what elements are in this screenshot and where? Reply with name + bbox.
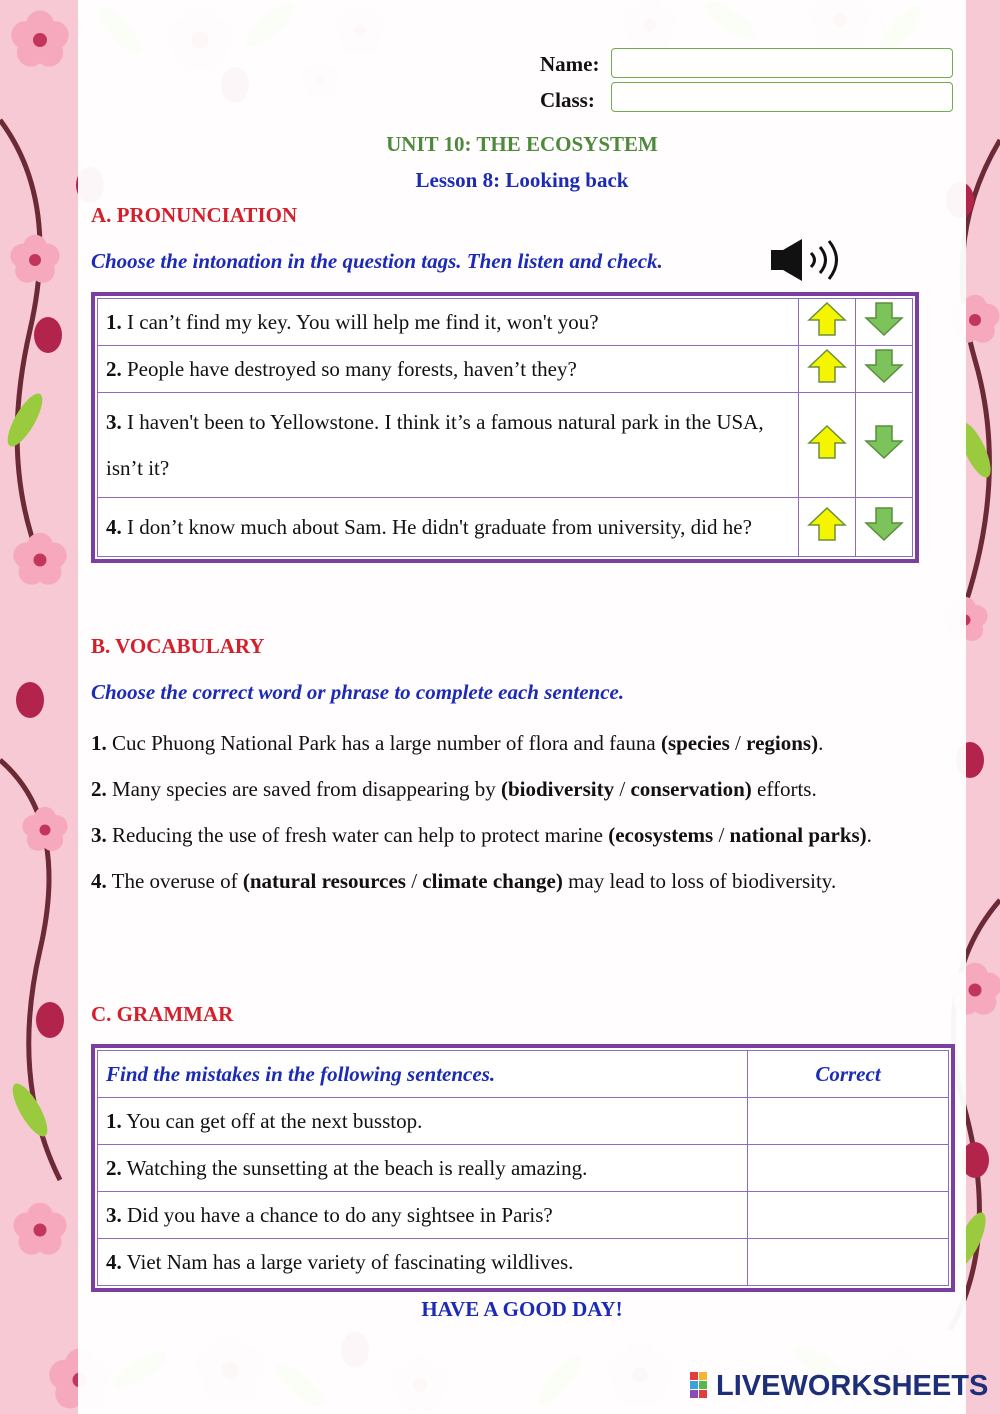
pronunciation-question <box>98 346 799 393</box>
vocab-option-2[interactable]: climate change) <box>422 869 563 893</box>
class-label: Class: <box>540 88 595 112</box>
up-cell <box>799 393 856 498</box>
vocab-separator: / <box>405 869 423 893</box>
pronunciation-row <box>98 393 913 498</box>
grammar-answer-cell <box>748 1192 949 1239</box>
vocabulary-item <box>91 720 953 766</box>
grammar-text: Watching the sunsetting at the beach is really amazing. <box>121 1155 588 1180</box>
class-field[interactable] <box>611 82 953 112</box>
vocab-option-2[interactable]: regions) <box>746 731 819 755</box>
grammar-sentence <box>98 1145 748 1192</box>
vocab-number: 2. <box>91 777 107 801</box>
pronunciation-question <box>98 498 799 557</box>
vocab-text-before: Cuc Phuong National Park has a large number of flora and fauna <box>106 731 661 755</box>
pronunciation-table <box>91 292 919 563</box>
vocab-separator: / <box>614 777 631 801</box>
rising-arrow-icon[interactable] <box>807 506 847 542</box>
vocab-option-2[interactable]: conservation) <box>630 777 752 801</box>
vocab-text-after: may lead to loss of biodiversity. <box>562 869 837 893</box>
vocab-separator: / <box>713 823 730 847</box>
grammar-number: 1. <box>106 1108 122 1133</box>
grammar-col-instruction: Find the mistakes in the following sentences. <box>98 1051 748 1098</box>
grammar-answer-cell <box>748 1098 949 1145</box>
vocab-number: 3. <box>91 823 107 847</box>
vocab-option-1[interactable]: (species <box>660 731 730 755</box>
grammar-number: 2. <box>106 1155 122 1180</box>
vocab-separator: / <box>729 731 747 755</box>
grammar-row <box>98 1192 949 1239</box>
grammar-row <box>98 1239 949 1286</box>
liveworksheets-logo <box>690 1370 988 1403</box>
pronunciation-instruction: Choose the intonation in the question tags. Then listen and check. <box>91 249 663 273</box>
grammar-number: 3. <box>106 1202 122 1227</box>
vocab-text-after: . <box>866 823 872 847</box>
vocab-text-before: Reducing the use of fresh water can help to protect marine <box>106 823 609 847</box>
grammar-text: Did you have a chance to do any sightsee in Paris? <box>121 1202 553 1227</box>
up-cell <box>799 299 856 346</box>
grammar-answer-input[interactable] <box>756 1203 944 1228</box>
question-text: I can’t find my key. You will help me find it, won't you? <box>127 310 599 334</box>
falling-arrow-icon[interactable] <box>864 348 904 384</box>
grammar-heading: C. GRAMMAR <box>91 1002 234 1026</box>
grammar-sentence <box>98 1098 748 1145</box>
vocabulary-item <box>91 766 953 812</box>
question-text: People have destroyed so many forests, haven’t they? <box>127 357 577 381</box>
vocab-number: 1. <box>91 731 107 755</box>
vocab-text-after: . <box>818 731 824 755</box>
grammar-table <box>91 1044 955 1292</box>
vocab-text-before: Many species are saved from disappearing by <box>106 777 501 801</box>
question-number: 2. <box>106 357 122 381</box>
name-field[interactable] <box>611 48 953 78</box>
question-number: 4. <box>106 515 122 539</box>
vocab-option-1[interactable]: (biodiversity <box>500 777 615 801</box>
pronunciation-row <box>98 299 913 346</box>
grammar-text: You can get off at the next busstop. <box>121 1108 423 1133</box>
vocab-number: 4. <box>91 869 107 893</box>
grammar-text: Viet Nam has a large variety of fascinating wildlives. <box>121 1249 574 1274</box>
grammar-row <box>98 1098 949 1145</box>
down-cell <box>856 498 913 557</box>
question-text: I haven't been to Yellowstone. I think it’s a famous natural park in the USA, isn’t it? <box>106 410 764 480</box>
closing-message: HAVE A GOOD DAY! <box>421 1297 623 1321</box>
vocab-text-before: The overuse of <box>106 869 243 893</box>
name-label: Name: <box>540 52 600 76</box>
vocab-option-1[interactable]: (ecosystems <box>608 823 714 847</box>
grammar-answer-input[interactable] <box>756 1109 944 1134</box>
rising-arrow-icon[interactable] <box>807 301 847 337</box>
vocabulary-item <box>91 858 953 904</box>
liveworksheets-logo-icon <box>690 1372 716 1402</box>
vocabulary-heading: B. VOCABULARY <box>91 634 265 658</box>
vocab-text-after: efforts. <box>751 777 817 801</box>
down-cell <box>856 393 913 498</box>
pronunciation-row <box>98 346 913 393</box>
liveworksheets-brand: LIVEWORKSHEETS <box>716 1370 989 1402</box>
up-cell <box>799 346 856 393</box>
unit-title: UNIT 10: THE ECOSYSTEM <box>386 132 658 156</box>
question-number: 1. <box>106 310 122 334</box>
question-number: 3. <box>106 410 122 434</box>
grammar-col-correct: Correct <box>748 1051 949 1098</box>
grammar-sentence <box>98 1239 748 1286</box>
vocabulary-instruction: Choose the correct word or phrase to complete each sentence. <box>91 680 625 704</box>
vocabulary-list <box>91 720 953 904</box>
grammar-answer-cell <box>748 1145 949 1192</box>
vocab-option-1[interactable]: (natural resources <box>242 869 406 893</box>
falling-arrow-icon[interactable] <box>864 506 904 542</box>
grammar-number: 4. <box>106 1249 122 1274</box>
grammar-answer-input[interactable] <box>756 1250 944 1275</box>
pronunciation-heading: A. PRONUNCIATION <box>91 203 298 227</box>
pronunciation-row <box>98 498 913 557</box>
speaker-icon[interactable] <box>768 237 844 283</box>
vocabulary-item <box>91 812 953 858</box>
lesson-title: Lesson 8: Looking back <box>415 168 629 192</box>
rising-arrow-icon[interactable] <box>807 424 847 460</box>
down-cell <box>856 299 913 346</box>
falling-arrow-icon[interactable] <box>864 301 904 337</box>
down-cell <box>856 346 913 393</box>
up-cell <box>799 498 856 557</box>
falling-arrow-icon[interactable] <box>864 424 904 460</box>
question-text: I don’t know much about Sam. He didn't graduate from university, did he? <box>127 515 752 539</box>
grammar-row <box>98 1145 949 1192</box>
grammar-answer-input[interactable] <box>756 1156 944 1181</box>
pronunciation-question <box>98 393 799 498</box>
grammar-sentence <box>98 1192 748 1239</box>
vocab-option-2[interactable]: national parks) <box>729 823 867 847</box>
rising-arrow-icon[interactable] <box>807 348 847 384</box>
pronunciation-question <box>98 299 799 346</box>
grammar-answer-cell <box>748 1239 949 1286</box>
